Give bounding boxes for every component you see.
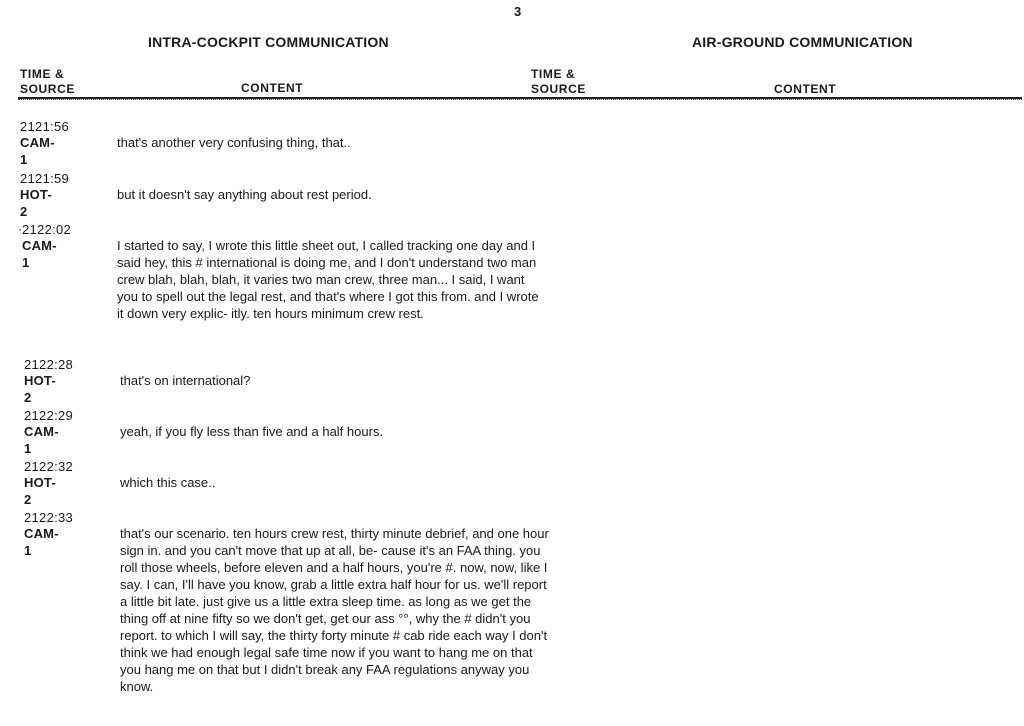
entry-source: CAM-1 bbox=[24, 424, 59, 456]
entry-text: yeah, if you fly less than five and a half hours. bbox=[120, 424, 384, 439]
margin-mark: · bbox=[18, 222, 22, 236]
entry-source: CAM-1 bbox=[22, 238, 57, 270]
entry-source: HOT-2 bbox=[20, 187, 52, 219]
entry-text: that's on international? bbox=[120, 373, 251, 388]
right-time-header: TIME & bbox=[531, 67, 576, 81]
entry-time: 2122:28 bbox=[24, 357, 74, 372]
air-ground-title: AIR-GROUND COMMUNICATION bbox=[692, 34, 913, 50]
page-number: 3 bbox=[514, 4, 522, 19]
left-time-header: TIME & bbox=[20, 67, 65, 81]
entry-time: 2122:32 bbox=[24, 459, 74, 474]
entry-source: CAM-1 bbox=[20, 135, 55, 167]
right-time-source-header bbox=[531, 67, 586, 97]
entry-time: 2121:56 bbox=[20, 119, 70, 134]
left-time-source-header bbox=[20, 67, 75, 97]
entry-source: CAM-1 bbox=[24, 526, 59, 558]
entry-text: but it doesn't say anything about rest period. bbox=[117, 187, 372, 202]
entry-text: I started to say, I wrote this little sheet out, I called tracking one day and I said hey, this # international is doing me, and I don't understand two man crew blah, blah, blah, it varies two man crew, three man... I said, I want you to spell out the legal rest, and that's where I got this from. and I wrote it down very explic- itly. ten hours minimum crew rest. bbox=[117, 238, 539, 321]
entry-source: HOT-2 bbox=[24, 475, 56, 507]
entry-text: that's our scenario. ten hours crew rest, thirty minute debrief, and one hour sign in. and you can't move that up at all, be- cause it's an FAA thing. you roll those wheels, before eleven and a half hours, you're #. now, now, like I say. I can, I'll have you know, grab a little extra half hour for us. we'll report a little bit late. just give us a little extra sleep time. as long as we get the thing off at nine fifty so we don't get, get our ass °°, why the # didn't you report. to which I will say, the thirty forty minute # cab ride each way I don't think we had enough legal safe time now if you want to hang me on that you hang me on that but I didn't break any FAA regulations anyway you know. bbox=[120, 526, 549, 694]
left-source-header: SOURCE bbox=[20, 82, 75, 96]
left-content-header: CONTENT bbox=[241, 81, 304, 95]
entry-text: which this case.. bbox=[120, 475, 216, 490]
right-source-header: SOURCE bbox=[531, 82, 586, 96]
right-content-header: CONTENT bbox=[774, 82, 837, 96]
entry-source: HOT-2 bbox=[24, 373, 56, 405]
intra-cockpit-title: INTRA-COCKPIT COMMUNICATION bbox=[148, 34, 389, 50]
header-rule bbox=[18, 97, 1022, 100]
entry-time: 2122:02 bbox=[22, 222, 72, 237]
entry-text: that's another very confusing thing, that.. bbox=[117, 135, 351, 150]
entry-time: 2122:29 bbox=[24, 408, 74, 423]
entry-time: 2122:33 bbox=[24, 510, 74, 525]
entry-time: 2121:59 bbox=[20, 171, 70, 186]
